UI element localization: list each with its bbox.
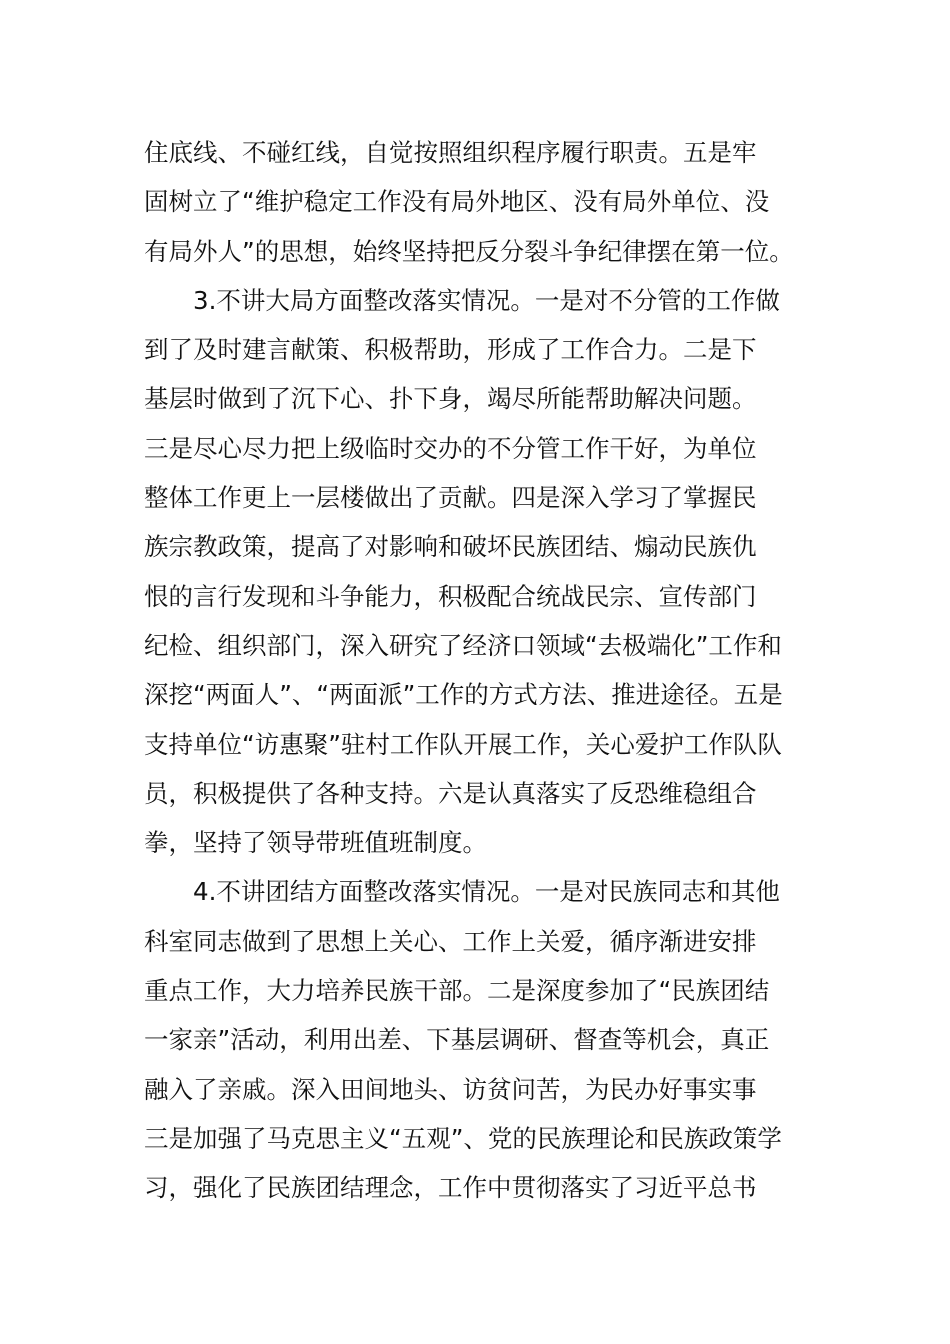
text-line: 基层时做到了沉下心、扑下身，竭尽所能帮助解决问题。: [144, 384, 757, 414]
text-line: 科室同志做到了思想上关心、工作上关爱，循序渐进安排: [144, 926, 757, 956]
text-line: 融入了亲戚。深入田间地头、访贫问苦，为民办好事实事: [144, 1074, 757, 1104]
text-line: 族宗教政策，提高了对影响和破坏民族团结、煽动民族仇: [144, 532, 757, 562]
text-line: 到了及时建言献策、积极帮助，形成了工作合力。二是下: [144, 335, 757, 365]
text-line: 重点工作，大力培养民族干部。二是深度参加了“民族团结: [144, 976, 770, 1006]
text-line: 员，积极提供了各种支持。六是认真落实了反恐维稳组合: [144, 778, 757, 808]
text-line: 三是尽心尽力把上级临时交办的不分管工作干好，为单位: [144, 433, 757, 463]
text-line: 支持单位“访惠聚”驻村工作队开展工作，关心爱护工作队队: [144, 729, 782, 759]
body-text: [144, 128, 814, 1213]
section-4-heading-line: 4.不讲团结方面整改落实情况。一是对民族同志和其他: [193, 877, 780, 907]
text-line: 习，强化了民族团结理念，工作中贯彻落实了习近平总书: [144, 1173, 757, 1203]
text-line: 深挖“两面人”、“两面派”工作的方式方法、推进途径。五是: [144, 680, 783, 710]
text-line: 拳，坚持了领导带班值班制度。: [144, 828, 487, 858]
section-3-heading-line: 3.不讲大局方面整改落实情况。一是对不分管的工作做: [193, 285, 780, 315]
text-line: 纪检、组织部门，深入研究了经济口领域“去极端化”工作和: [144, 630, 782, 660]
text-line: 恨的言行发现和斗争能力，积极配合统战民宗、宣传部门: [144, 581, 757, 611]
text-line: 住底线、不碰红线，自觉按照组织程序履行职责。五是牢: [144, 138, 757, 167]
text-line: 整体工作更上一层楼做出了贡献。四是深入学习了掌握民: [144, 483, 757, 513]
text-line: 三是加强了马克思主义“五观”、党的民族理论和民族政策学: [144, 1123, 782, 1153]
text-line: 一家亲”活动，利用出差、下基层调研、督查等机会，真正: [144, 1025, 770, 1055]
text-line: 固树立了“维护稳定工作没有局外地区、没有局外单位、没: [144, 187, 770, 217]
text-line: 有局外人”的思想，始终坚持把反分裂斗争纪律摆在第一位。: [144, 236, 794, 266]
